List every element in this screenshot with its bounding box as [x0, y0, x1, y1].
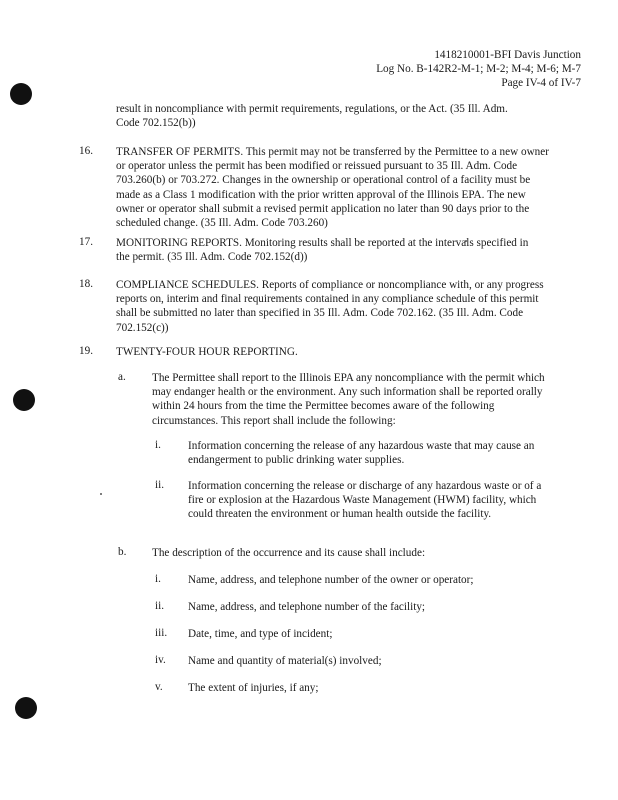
section-16-transfer-of-permits: TRANSFER OF PERMITS. This permit may not be transferred by the Permittee to a new owner or operator unless the permit has been modified or reissued pursuant to 35 Ill. Adm. Code 703.260(b) or 703.272. Changes in the ownership or operational control of a facility must be made as a Class 1 modification with the prior written approval of the Illinois EPA. The new owner or operator shall submit a revised permit application no later than 90 days prior to the scheduled change. (35 Ill. Adm. Code 703.260) [116, 146, 549, 230]
punch-hole-top [10, 83, 32, 105]
header-page-number: Page IV-4 of IV-7 [501, 77, 581, 90]
item-b-ii-text: Name, address, and telephone number of the facility; [188, 601, 426, 613]
item-b-iv-text: Name and quantity of material(s) involved; [188, 655, 382, 667]
item-a-ii-text: Information concerning the release or discharge of any hazardous waste or of a fire or explosion at the Hazardous Waste Management (HWM) facility, which could threaten the environment or human health outside the facility. [188, 480, 542, 521]
item-b-i-numeral: i. [155, 573, 161, 585]
item-a-text: The Permittee shall report to the Illinois EPA any noncompliance with the permit which may endanger health or the environment. Any such information shall be reported orally within 24 hours from the time the Permittee becomes aware of the following circumstances. This report shall include the following: [152, 372, 545, 427]
item-a-ii-numeral: ii. [155, 479, 165, 491]
item-b-iv-numeral: iv. [155, 654, 166, 666]
item-b-iii-text: Date, time, and type of incident; [188, 628, 333, 640]
punch-hole-middle [13, 389, 35, 411]
section-17-number: 17. [79, 236, 93, 248]
section-19-number: 19. [79, 345, 93, 357]
item-b-text: The description of the occurrence and its cause shall include: [152, 547, 426, 559]
item-a-i-text: Information concerning the release of any hazardous waste that may cause an endangerment to public drinking water supplies. [188, 440, 535, 467]
header-log-number: Log No. B-142R2-M-1; M-2; M-4; M-6; M-7 [376, 63, 581, 76]
punch-hole-bottom [15, 697, 37, 719]
continuation-paragraph: result in noncompliance with permit requirements, regulations, or the Act. (35 Ill. Adm. Code 702.152(b)) [116, 103, 508, 130]
section-18-compliance-schedules: COMPLIANCE SCHEDULES. Reports of compliance or noncompliance with, or any progress reports on, interim and final requirements contained in any compliance schedule of this permit shall be submitted no later than specified in 35 Ill. Adm. Code 702.162. (35 Ill. Adm. Code 702.152(c)) [116, 279, 544, 334]
item-b-i-text: Name, address, and telephone number of the owner or operator; [188, 574, 474, 586]
item-a-letter: a. [118, 371, 126, 383]
item-b-ii-numeral: ii. [155, 600, 165, 612]
section-18-number: 18. [79, 278, 93, 290]
header-facility-id: 1418210001-BFI Davis Junction [434, 49, 581, 61]
item-b-iii-numeral: iii. [155, 627, 168, 639]
section-17-monitoring-reports: MONITORING REPORTS. Monitoring results shall be reported at the intervals specified in the permit. (35 Ill. Adm. Code 702.152(d)) [116, 237, 529, 264]
scan-speck [100, 493, 102, 495]
item-b-v-numeral: v. [155, 681, 163, 693]
section-19-heading: TWENTY-FOUR HOUR REPORTING. [116, 346, 298, 358]
item-b-letter: b. [118, 546, 127, 558]
section-16-number: 16. [79, 145, 93, 157]
item-b-v-text: The extent of injuries, if any; [188, 682, 319, 694]
page-header [376, 48, 581, 91]
item-a-i-numeral: i. [155, 439, 161, 451]
